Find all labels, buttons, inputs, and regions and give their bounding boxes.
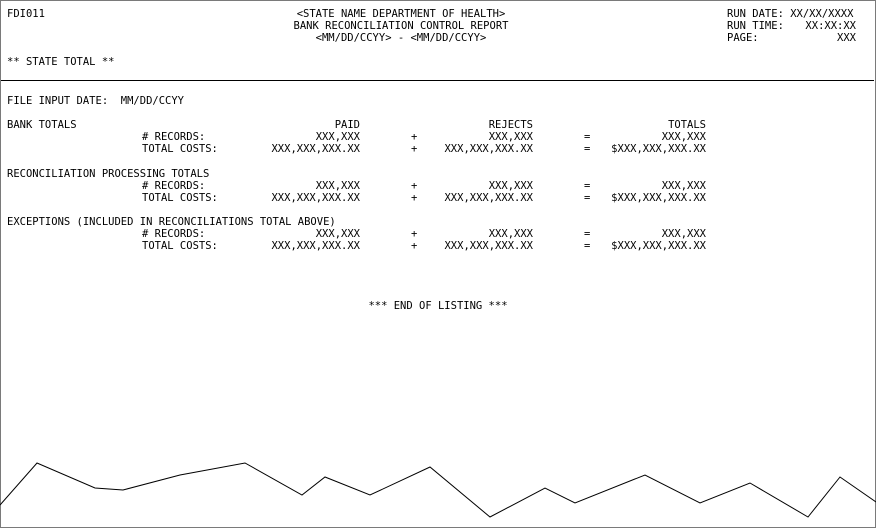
totals-value: $XXX,XXX,XXX.XX <box>611 240 706 252</box>
paid-value: XXX,XXX,XXX.XX <box>271 240 360 252</box>
row-label: TOTAL COSTS: <box>142 143 218 155</box>
rejects-value: XXX,XXX <box>488 180 533 192</box>
file-input-date: FILE INPUT DATE: MM/DD/CCYY <box>7 95 185 107</box>
run-time-value: XX:XX:XX <box>805 20 856 32</box>
agency-name: <STATE NAME DEPARTMENT OF HEALTH> <box>296 8 506 20</box>
rejects-value: XXX,XXX,XXX.XX <box>444 143 533 155</box>
plus-operator: + <box>411 192 418 204</box>
state-total-heading: ** STATE TOTAL ** <box>7 56 115 68</box>
end-of-listing: *** END OF LISTING *** <box>368 300 508 312</box>
equals-operator: = <box>584 180 591 192</box>
plus-operator: + <box>411 131 418 143</box>
rejects-value: XXX,XXX <box>488 131 533 143</box>
equals-operator: = <box>584 228 591 240</box>
plus-operator: + <box>411 240 418 252</box>
section-title-exceptions: EXCEPTIONS (INCLUDED IN RECONCILIATIONS TOTAL ABOVE) <box>7 216 336 228</box>
column-rejects: REJECTS <box>488 119 533 131</box>
totals-value: $XXX,XXX,XXX.XX <box>611 192 706 204</box>
totals-value: XXX,XXX <box>661 228 706 240</box>
plus-operator: + <box>411 180 418 192</box>
plus-operator: + <box>411 228 418 240</box>
row-label: TOTAL COSTS: <box>142 240 218 252</box>
report-title: BANK RECONCILIATION CONTROL REPORT <box>293 20 509 32</box>
paid-value: XXX,XXX,XXX.XX <box>271 143 360 155</box>
row-label: # RECORDS: <box>142 131 206 143</box>
paid-value: XXX,XXX <box>315 131 360 143</box>
section-title-reconciliation: RECONCILIATION PROCESSING TOTALS <box>7 168 210 180</box>
torn-edge-decoration <box>0 455 876 528</box>
rejects-value: XXX,XXX,XXX.XX <box>444 240 533 252</box>
row-label: # RECORDS: <box>142 228 206 240</box>
rejects-value: XXX,XXX,XXX.XX <box>444 192 533 204</box>
rejects-value: XXX,XXX <box>488 228 533 240</box>
run-date: RUN DATE: XX/XX/XXXX <box>727 8 854 20</box>
equals-operator: = <box>584 240 591 252</box>
totals-value: XXX,XXX <box>661 131 706 143</box>
date-range: <MM/DD/CCYY> - <MM/DD/CCYY> <box>315 32 487 44</box>
plus-operator: + <box>411 143 418 155</box>
totals-value: XXX,XXX <box>661 180 706 192</box>
row-label: TOTAL COSTS: <box>142 192 218 204</box>
report-id: FDI011 <box>7 8 45 20</box>
equals-operator: = <box>584 192 591 204</box>
run-time-label: RUN TIME: <box>727 20 784 32</box>
column-totals: TOTALS <box>668 119 706 131</box>
equals-operator: = <box>584 143 591 155</box>
totals-value: $XXX,XXX,XXX.XX <box>611 143 706 155</box>
page-label: PAGE: <box>727 32 759 44</box>
column-paid: PAID <box>334 119 360 131</box>
paid-value: XXX,XXX,XXX.XX <box>271 192 360 204</box>
equals-operator: = <box>584 131 591 143</box>
page-value: XXX <box>837 32 856 44</box>
paid-value: XXX,XXX <box>315 180 360 192</box>
paid-value: XXX,XXX <box>315 228 360 240</box>
row-label: # RECORDS: <box>142 180 206 192</box>
header-divider <box>1 80 874 81</box>
section-title-bank-totals: BANK TOTALS <box>7 119 77 131</box>
